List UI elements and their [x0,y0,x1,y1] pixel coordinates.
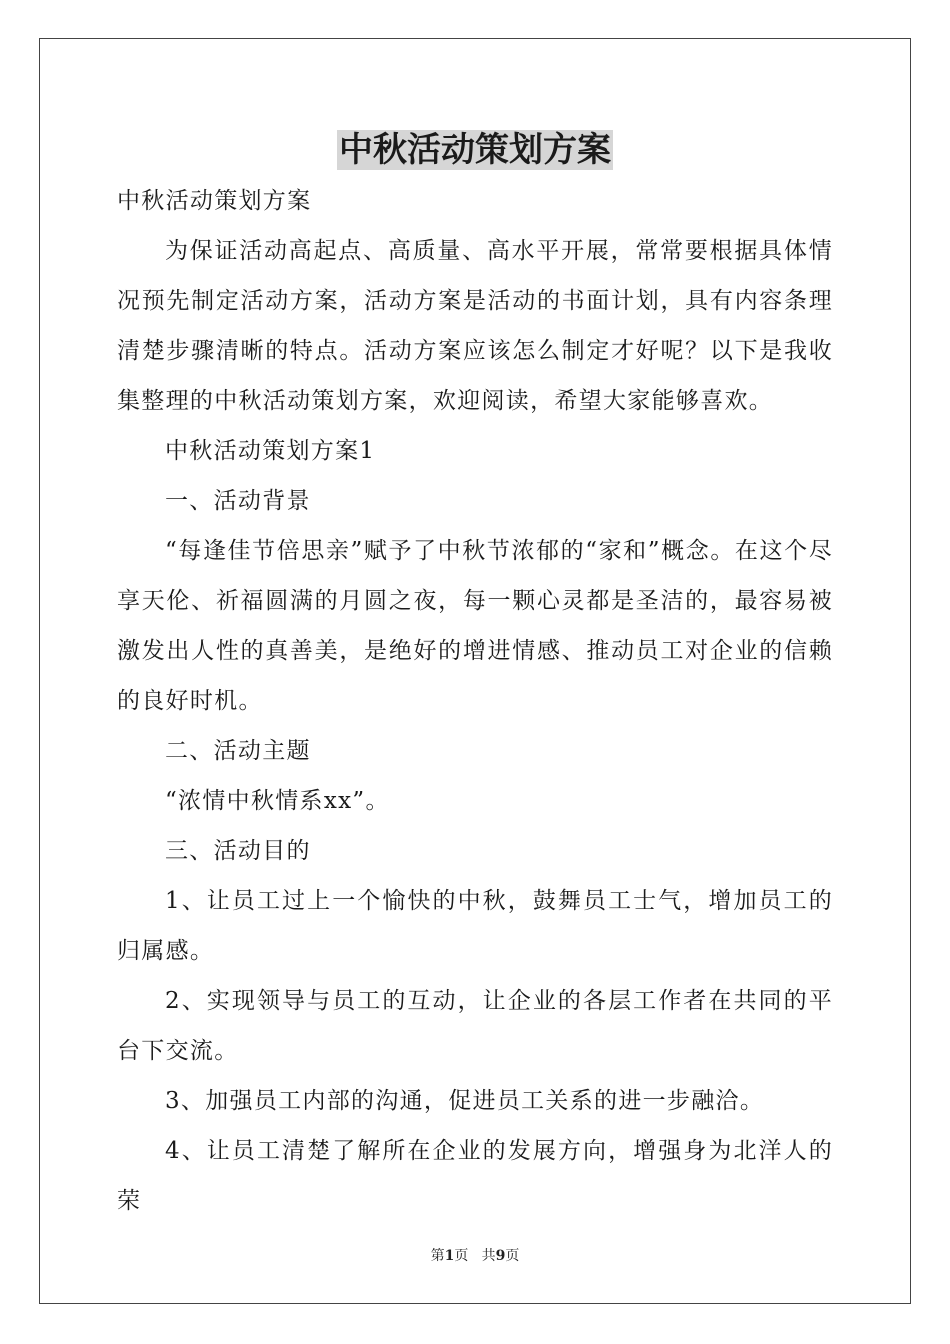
list-item: 1、让员工过上一个愉快的中秋，鼓舞员工士气，增加员工的归属感。 [117,888,833,964]
section-heading: 二、活动主题 [165,738,311,764]
section-heading: 一、活动背景 [165,488,311,514]
list-item: 2、实现领导与员工的互动，让企业的各层工作者在共同的平台下交流。 [117,988,833,1064]
total-pages: 9 [495,1248,506,1264]
total-suffix: 页 [505,1248,520,1264]
page-number: 1 [444,1248,455,1264]
section-heading: 三、活动目的 [165,838,311,864]
paragraph: 为保证活动高起点、高质量、高水平开展，常常要根据具体情况预先制定活动方案，活动方案是活动的书面计划，具有内容条理清楚步骤清晰的特点。活动方案应该怎么制定才好呢？以下是我收集整理的中秋活动策划方案，欢迎阅读，希望大家能够喜欢。 [117,238,833,414]
section-heading: 中秋活动策划方案1 [165,438,376,464]
list-item: 4、让员工清楚了解所在企业的发展方向，增强身为北洋人的荣 [117,1138,833,1214]
document-body [117,176,833,1226]
list-item: 3、加强员工内部的沟通，促进员工关系的进一步融洽。 [165,1088,765,1114]
document-title [0,126,950,174]
paragraph: “每逢佳节倍思亲”赋予了中秋节浓郁的“家和”概念。在这个尽享天伦、祈福圆满的月圆之夜，每一颗心灵都是圣洁的，最容易被激发出人性的真善美，是绝好的增进情感、推动员工对企业的信赖的良好时机。 [117,538,833,714]
page-suffix: 页 [454,1248,469,1264]
paragraph: “浓情中秋情系xx”。 [165,788,390,814]
document-title-text: 中秋活动策划方案 [339,130,611,170]
page-prefix: 第 [430,1248,445,1264]
paragraph: 中秋活动策划方案 [117,188,312,214]
total-prefix: 共 [481,1248,496,1264]
page-footer [0,1246,950,1266]
